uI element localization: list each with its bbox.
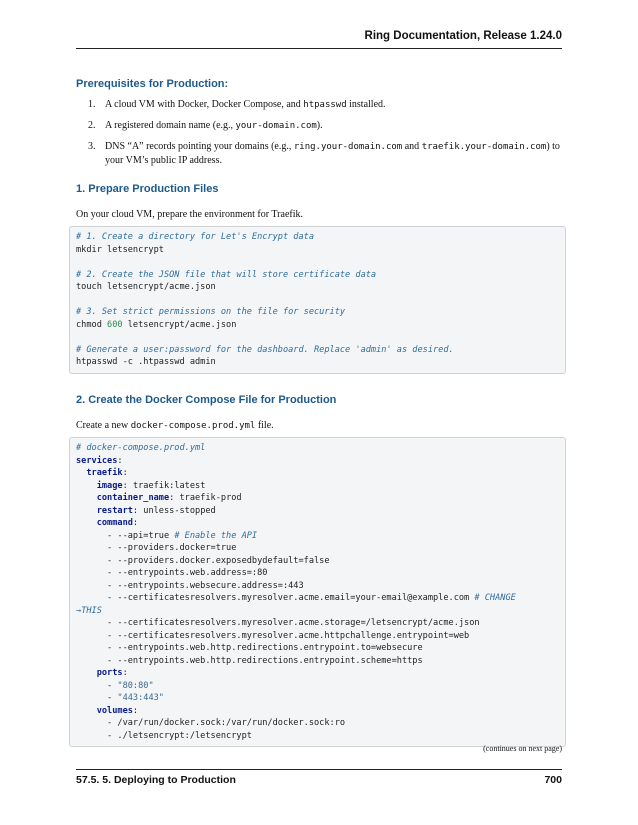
section-intro: On your cloud VM, prepare the environment for Traefik. (76, 209, 303, 220)
list-text: A cloud VM with Docker, Docker Compose, and (105, 99, 304, 110)
header-rule (76, 48, 562, 49)
footer-section: 57.5. 5. Deploying to Production (76, 774, 236, 786)
list-item (76, 98, 566, 112)
code-line: - --providers.docker.exposedbydefault=false (107, 555, 330, 566)
list-text: A registered domain name (e.g., (105, 120, 236, 131)
list-number: 2. (88, 120, 96, 131)
prerequisites-list (76, 98, 566, 174)
intro-text: Create a new (76, 420, 131, 431)
yaml-key: traefik (86, 468, 123, 478)
code-block-prepare (69, 226, 566, 374)
prerequisites-heading: Prerequisites for Production: (76, 78, 229, 90)
page-number: 700 (544, 774, 562, 786)
wrap-arrow-icon: → (76, 605, 82, 616)
yaml-key: image (96, 480, 123, 491)
inline-code: docker-compose.prod.yml (130, 421, 256, 431)
code-line: - --entrypoints.web.address=:80 (107, 568, 268, 578)
code-line: - /var/run/docker.sock:/var/run/docker.sock:ro (107, 718, 346, 728)
yaml-value: traefik-prod (174, 493, 242, 503)
yaml-key: ports (96, 668, 123, 678)
code-comment: # docker-compose.prod.yml (76, 443, 206, 453)
list-item (76, 119, 566, 133)
list-text: DNS “A” records pointing your domains (e.g., (105, 141, 294, 152)
code-comment: # 1. Create a directory for Let's Encrypt data (76, 232, 314, 242)
yaml-string: "80:80" (117, 680, 154, 691)
code-line: chmod (76, 319, 108, 330)
yaml-key: volumes (96, 705, 133, 716)
section-intro (76, 420, 274, 431)
yaml-value: unless-stopped (138, 505, 216, 516)
section-heading-prepare-files: 1. Prepare Production Files (76, 183, 219, 195)
code-comment: THIS (81, 605, 102, 616)
list-text: ). (316, 120, 323, 131)
code-comment: # Generate a user:password for the dashboard. Replace 'admin' as desired. (76, 344, 454, 355)
inline-code: ring.your-domain.com (293, 142, 403, 152)
list-text: installed. (346, 99, 386, 110)
code-line: touch letsencrypt/acme.json (76, 282, 216, 292)
inline-code: traefik.your-domain.com (421, 142, 547, 152)
page-header: Ring Documentation, Release 1.24.0 (364, 30, 562, 42)
code-line: - --entrypoints.web.http.redirections.entrypoint.to=websecure (107, 643, 423, 653)
yaml-string: "443:443" (117, 693, 164, 703)
inline-code: htpasswd (303, 100, 347, 110)
code-line: - --certificatesresolvers.myresolver.acme.email=your-email@example.com (107, 593, 475, 603)
list-item (76, 140, 566, 167)
code-line: htpasswd -c .htpasswd admin (76, 357, 216, 367)
list-text: and (402, 141, 422, 152)
code-line: - --api=true (107, 530, 175, 541)
continues-note: (continues on next page) (483, 744, 562, 753)
code-block-compose: # docker-compose.prod.yml services: traefik: image: traefik:latest container_name: traefik-prod restart: unless-stopped command: - --api=true # Enable the API - --providers.docker=true - --providers.docker.exposedbydefault=false - --entrypoints.web.address=:80 - --entrypoints.websecure.address=:443 - --certificatesresolvers.myresolver.acme.email=your-email@example.com # CHANGE →THIS - --certificatesresolvers.myresolver.acme.storage=/letsencrypt/acme.json - --certificatesresolvers.myresolver.acme.httpchallenge.entrypoint=web - --entrypoints.web.http.redirections.entrypoint.to=websecure - --entrypoints.web.http.redirections.entrypoint.scheme=https ports: - "80:80" - "443:443" volumes: - /var/run/docker.sock:/var/run/docker.sock:ro - ./letsencrypt:/letsencrypt (69, 437, 566, 747)
section-heading-docker-compose: 2. Create the Docker Compose File for Production (76, 394, 337, 406)
list-number: 1. (88, 99, 96, 110)
code-line: - ./letsencrypt:/letsencrypt (107, 730, 252, 741)
code-line: - --certificatesresolvers.myresolver.acme.storage=/letsencrypt/acme.json (107, 618, 480, 628)
yaml-key: restart (96, 505, 133, 516)
code-line: letsencrypt/acme.json (122, 319, 237, 330)
code-line: - --entrypoints.web.http.redirections.entrypoint.scheme=https (107, 655, 423, 666)
code-line: - --entrypoints.websecure.address=:443 (107, 580, 304, 591)
code-line: - --certificatesresolvers.myresolver.acme.httpchallenge.entrypoint=web (107, 630, 470, 641)
code-line: mkdir letsencrypt (76, 244, 164, 255)
yaml-key: container_name (96, 493, 170, 503)
footer-rule (76, 769, 562, 770)
code-line: - --providers.docker=true (107, 543, 237, 553)
inline-code: your-domain.com (235, 121, 317, 131)
yaml-value: traefik:latest (127, 480, 206, 491)
code-number: 600 (107, 319, 123, 330)
yaml-key: command (96, 518, 133, 528)
intro-text: file. (255, 420, 274, 431)
list-number: 3. (88, 141, 96, 152)
code-comment: # 2. Create the JSON file that will store certificate data (76, 269, 377, 280)
code-comment: # Enable the API (174, 530, 258, 541)
code-comment: # CHANGE (474, 593, 516, 603)
list-text: ) to your VM’s public IP address. (105, 141, 560, 166)
code-comment: # 3. Set strict permissions on the file for security (76, 307, 346, 317)
yaml-key: services (76, 455, 118, 466)
